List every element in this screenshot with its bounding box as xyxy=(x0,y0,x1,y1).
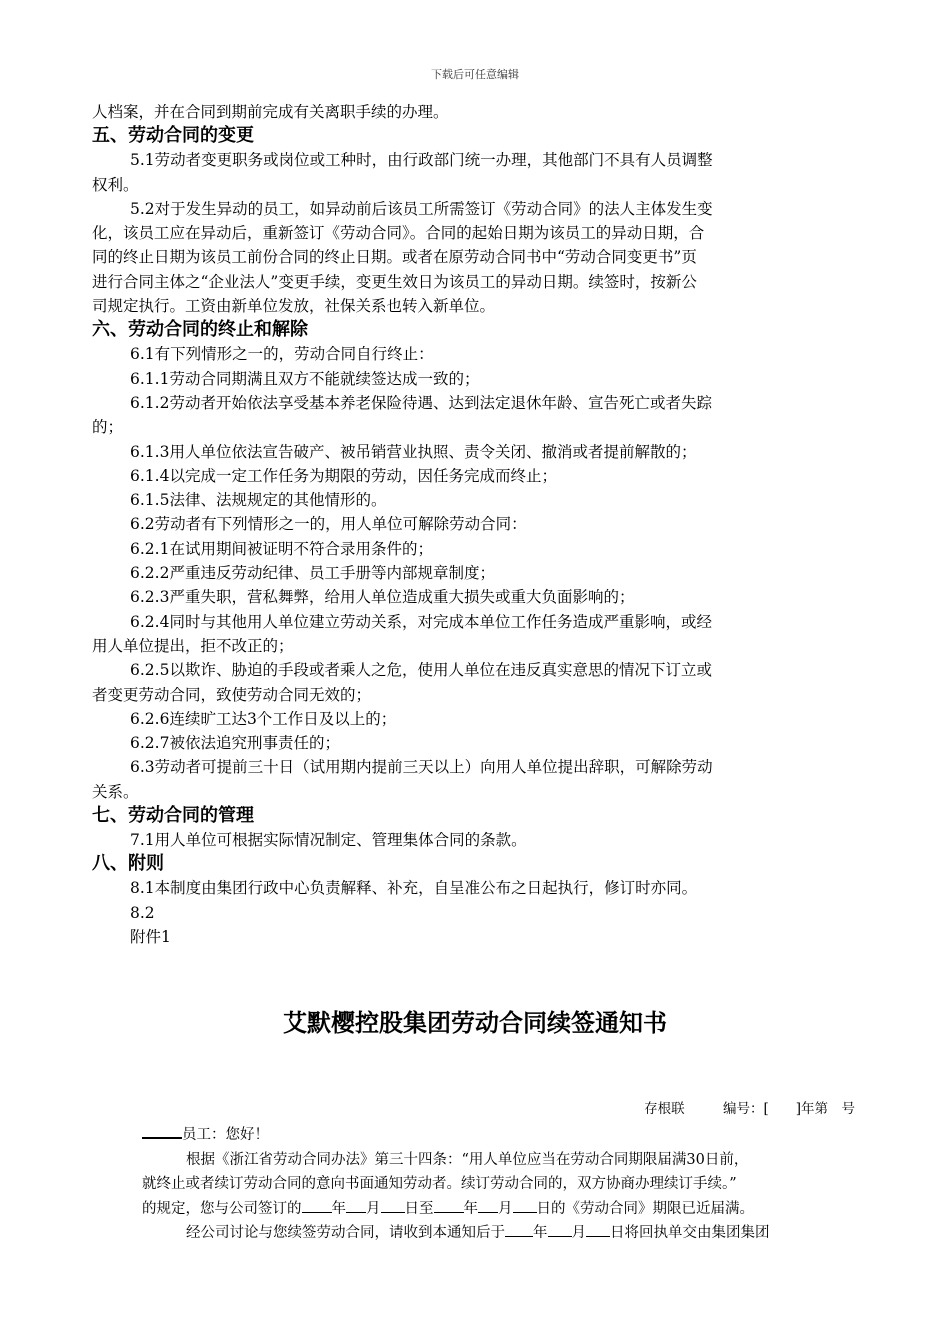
serial-number-label: 编号：[ ]年第 号 xyxy=(722,1101,855,1117)
paragraph-line: 进行合同主体之“企业法人”变更手续，变更生效日为该员工的异动日期。续签时，按新公 xyxy=(92,272,697,291)
paragraph-line: 司规定执行。工资由新单位发放，社保关系也转入新单位。 xyxy=(92,297,496,316)
notice-paragraph-line xyxy=(142,1197,862,1222)
reply-month-blank[interactable] xyxy=(548,1222,572,1237)
reply-year-blank[interactable] xyxy=(505,1222,533,1237)
paragraph-line: 6.2劳动者有下列情形之一的，用人单位可解除劳动合同： xyxy=(130,515,527,534)
paragraph-line: 的； xyxy=(92,418,124,437)
notice-title: 艾默樱控股集团劳动合同续签通知书 xyxy=(283,1009,667,1037)
paragraph-line: 6.2.6连续旷工达3个工作日及以上的； xyxy=(130,709,397,728)
paragraph-line: 6.1.1劳动合同期满且双方不能就续签达成一致的； xyxy=(130,369,480,388)
paragraph-line: 6.2.5以欺诈、胁迫的手段或者乘人之危，使用人单位在违反真实意思的情况下订立或 xyxy=(130,661,712,680)
text-fragment: 月 xyxy=(498,1200,513,1217)
end-day-blank[interactable] xyxy=(513,1198,537,1213)
notice-body xyxy=(142,1123,862,1246)
employee-name-blank[interactable] xyxy=(142,1123,182,1139)
paragraph-line: 6.1有下列情形之一的，劳动合同自行终止： xyxy=(130,345,434,364)
section-heading-5: 五、劳动合同的变更 xyxy=(92,125,254,147)
paragraph-line: 6.2.1在试用期间被证明不符合录用条件的； xyxy=(130,539,433,558)
end-year-blank[interactable] xyxy=(434,1198,464,1213)
paragraph-line: 关系。 xyxy=(92,782,139,801)
start-day-blank[interactable] xyxy=(381,1198,405,1213)
text-fragment: 月 xyxy=(571,1225,586,1241)
text-fragment: 年 xyxy=(463,1200,478,1217)
text-fragment: 经公司讨论与您续签劳动合同，请收到本通知后于 xyxy=(186,1225,505,1241)
reply-day-blank[interactable] xyxy=(586,1222,610,1237)
section-heading-8: 八、附则 xyxy=(92,853,164,875)
paragraph-line: 5.2对于发生异动的员工，如异动前后该员工所需签订《劳动合同》的法人主体发生变 xyxy=(130,199,713,218)
text-fragment: 日将回执单交由集团集团 xyxy=(610,1225,770,1241)
stub-label: 存根联 xyxy=(644,1101,685,1117)
section-heading-7: 七、劳动合同的管理 xyxy=(92,805,254,827)
paragraph-line: 6.2.3严重失职，营私舞弊，给用人单位造成重大损失或重大负面影响的； xyxy=(130,588,635,607)
section-heading-6: 六、劳动合同的终止和解除 xyxy=(92,319,308,341)
paragraph-line: 6.2.7被依法追究刑事责任的； xyxy=(130,734,340,753)
paragraph-line: 用人单位提出，拒不改正的； xyxy=(92,636,294,655)
start-year-blank[interactable] xyxy=(302,1198,332,1213)
greeting-text: 员工：您好！ xyxy=(182,1127,269,1143)
paragraph-line: 7.1用人单位可根据实际情况制定、管理集体合同的条款。 xyxy=(130,831,527,850)
text-fragment: 年 xyxy=(331,1200,346,1217)
paragraph-line: 权利。 xyxy=(92,175,139,194)
stub-row xyxy=(610,1097,855,1117)
page-header-note: 下载后可任意编辑 xyxy=(431,68,519,81)
paragraph-line: 者变更劳动合同，致使劳动合同无效的； xyxy=(92,685,372,704)
text-fragment: 月 xyxy=(366,1200,381,1217)
document-body xyxy=(92,100,867,949)
paragraph-line: 化，该员工应在异动后，重新签订《劳动合同》。合同的起始日期为该员工的异动日期，合 xyxy=(92,224,705,243)
notice-paragraph-line: 就终止或者续订劳动合同的意向书面通知劳动者。续订劳动合同的，双方协商办理续订手续。” xyxy=(142,1176,737,1192)
paragraph-line: 人档案，并在合同到期前完成有关离职手续的办理。 xyxy=(92,103,449,121)
paragraph-line: 6.1.5法律、法规规定的其他情形的。 xyxy=(130,491,387,510)
notice-paragraph-line xyxy=(142,1221,862,1246)
greeting-line xyxy=(142,1123,862,1148)
end-month-blank[interactable] xyxy=(478,1198,498,1213)
text-fragment: 的规定，您与公司签订的 xyxy=(142,1200,302,1217)
paragraph-line: 同的终止日期为该员工前份合同的终止日期。或者在原劳动合同书中“劳动合同变更书”页 xyxy=(92,248,697,267)
notice-paragraph-line: 根据《浙江省劳动合同办法》第三十四条：“用人单位应当在劳动合同期限届满30日前， xyxy=(186,1151,749,1168)
paragraph-line: 6.2.4同时与其他用人单位建立劳动关系，对完成本单位工作任务造成严重影响，或经 xyxy=(130,612,712,631)
start-month-blank[interactable] xyxy=(346,1198,366,1213)
paragraph-line: 5.1劳动者变更职务或岗位或工种时，由行政部门统一办理，其他部门不具有人员调整 xyxy=(130,151,713,170)
paragraph-line: 6.1.2劳动者开始依法享受基本养老保险待遇、达到法定退休年龄、宣告死亡或者失踪 xyxy=(130,393,712,412)
attachment-label: 附件1 xyxy=(130,927,171,946)
paragraph-line: 8.2 xyxy=(130,903,155,922)
paragraph-line: 6.1.3用人单位依法宣告破产、被吊销营业执照、责令关闭、撤消或者提前解散的； xyxy=(130,442,697,461)
text-fragment: 日的《劳动合同》期限已近届满。 xyxy=(536,1200,754,1217)
paragraph-line: 6.1.4以完成一定工作任务为期限的劳动，因任务完成而终止； xyxy=(130,466,557,485)
text-fragment: 日至 xyxy=(404,1200,434,1217)
text-fragment: 年 xyxy=(533,1225,548,1241)
paragraph-line: 6.3劳动者可提前三十日（试用期内提前三天以上）向用人单位提出辞职，可解除劳动 xyxy=(130,758,713,777)
paragraph-line: 8.1本制度由集团行政中心负责解释、补充，自呈准公布之日起执行，修订时亦同。 xyxy=(130,879,698,898)
paragraph-line: 6.2.2严重违反劳动纪律、员工手册等内部规章制度； xyxy=(130,564,495,583)
